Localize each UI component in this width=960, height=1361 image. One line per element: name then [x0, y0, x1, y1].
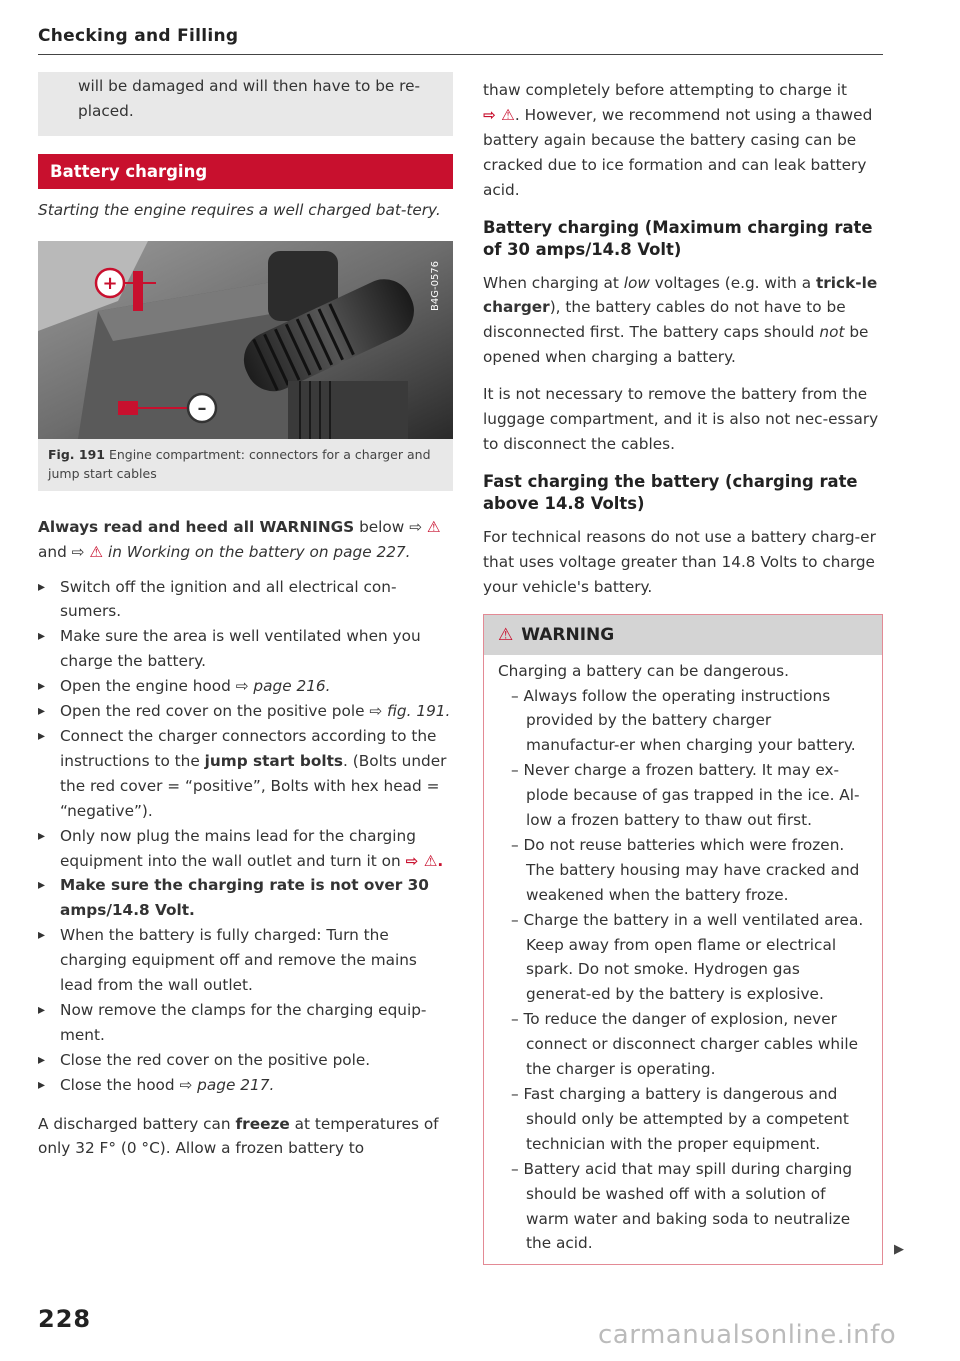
page-ref-227[interactable]: in Working on the battery on page 227.	[107, 542, 411, 561]
page-ref-217[interactable]: ⇨ page 217.	[179, 1075, 275, 1094]
warning-item: – Never charge a frozen battery. It may ex-plode because of gas trapped in the ice. Al-low a frozen battery to thaw out first.	[511, 761, 860, 830]
step-text: Close the red cover on the positive pole.	[60, 1050, 371, 1069]
warning-item: – Battery acid that may spill during charging should be washed off with a solution of warm water and baking soda to neutralize the acid.	[511, 1159, 853, 1253]
step-item	[38, 674, 453, 699]
step-text: Make sure the charging rate is not over 30 amps/14.8 Volt.	[60, 876, 429, 920]
left-column	[38, 72, 453, 1161]
figure-code: B4G-0576	[430, 260, 441, 311]
step-text: Connect the charger connectors according to the instructions to the	[60, 726, 437, 770]
figure-191	[38, 241, 453, 491]
section-title: Battery charging	[38, 154, 453, 189]
fast-charging-paragraph: For technical reasons do not use a battery charg-er that uses voltage greater than 14.8 Volts to charge your vehicle's battery.	[483, 527, 876, 596]
continued-line-2: placed.	[78, 101, 134, 120]
step-item	[38, 624, 453, 674]
step-item	[38, 1073, 453, 1098]
warning-item: – Always follow the operating instructions provided by the battery charger manufactur-er when charging your battery.	[511, 686, 856, 755]
warning-item: – Fast charging a battery is dangerous and should only be attempted by a competent technician with the proper equipment.	[511, 1085, 849, 1153]
figure-caption-text: Engine compartment: connectors for a charger and jump start cables	[48, 446, 431, 481]
jump-start-bolts-term: jump start bolts	[204, 751, 344, 770]
step-item	[38, 824, 453, 874]
engine-compartment-image	[38, 241, 453, 439]
right-column	[483, 78, 883, 1265]
continued-note-box	[38, 72, 453, 136]
freeze-paragraph	[38, 1112, 453, 1162]
warning-list	[498, 684, 868, 1257]
continued-line-1: will be damaged and will then have to be re-	[78, 77, 421, 95]
step-text: Open the red cover on the positive pole	[60, 702, 370, 721]
freeze-text-a: A discharged battery can	[38, 1114, 236, 1133]
warning-ref[interactable]: ⇨ ⚠.	[405, 851, 444, 870]
freeze-text-b: at temperatures of only 32 F° (0 °C). Allow a frozen battery to	[38, 1114, 439, 1158]
step-item	[38, 998, 453, 1048]
fig-ref-191[interactable]: ⇨ fig. 191.	[369, 702, 451, 721]
warning-title: WARNING	[521, 624, 615, 645]
warning-body	[484, 655, 882, 1265]
step-text: When the battery is fully charged: Turn the charging equipment off and remove the mains lead from the wall outlet.	[60, 926, 417, 995]
heading-max-charging: Battery charging (Maximum charging rate of 30 amps/14.8 Volt)	[483, 217, 873, 259]
step-text: Make sure the area is well ventilated when you charge the battery.	[60, 627, 421, 671]
thaw-text-b: . However, we recommend not using a thawed battery again because the battery casing can be cracked due to ice formation and can leak battery acid.	[483, 105, 873, 199]
step-text: Now remove the clamps for the charging equip-ment.	[60, 1000, 427, 1044]
warnings-note-bold: Always read and heed all WARNINGS	[38, 517, 355, 536]
warning-item: – Do not reuse batteries which were frozen. The battery housing may have cracked and weakened when the battery froze.	[511, 835, 860, 904]
continue-arrow-icon: ▶	[894, 1242, 904, 1257]
warning-item: – Charge the battery in a well ventilated area. Keep away from open flame or electrical spark. Do not smoke. Hydrogen gas generat-ed by the battery is explosive.	[511, 910, 864, 1004]
steps-list	[38, 575, 453, 1098]
engine-photo-illustration	[38, 241, 453, 439]
heading-fast-charging: Fast charging the battery (charging rate above 14.8 Volts)	[483, 471, 858, 513]
step-text: Switch off the ignition and all electrical con-sumers.	[60, 577, 397, 621]
step-item	[38, 575, 453, 625]
warning-header	[484, 615, 882, 655]
p1-text-a: When charging at	[483, 273, 624, 292]
no-removal-paragraph: It is not necessary to remove the battery from the luggage compartment, and it is also not nec-essary to disconnect the cables.	[483, 385, 879, 453]
step-text: Close the hood	[60, 1075, 180, 1094]
arrow-ref-1[interactable]: ⇨	[409, 517, 423, 536]
step-text: Only now plug the mains lead for the charging equipment into the wall outlet and turn it on	[60, 826, 416, 870]
header-title: Checking and Filling	[38, 26, 239, 46]
warning-triangle-icon[interactable]: ⚠	[426, 517, 441, 536]
minus-symbol: –	[197, 397, 207, 419]
page-number: 228	[38, 1305, 92, 1333]
trickle-charger-term: trick-le charger	[483, 273, 878, 317]
figure-label: Fig. 191	[48, 446, 105, 462]
and-text: and	[38, 542, 72, 561]
page-ref-216[interactable]: ⇨ page 216.	[235, 677, 331, 696]
warning-intro: Charging a battery can be dangerous.	[498, 661, 789, 680]
step-text: . (Bolts under the red cover = “positive”, Bolts with hex head = “negative”).	[60, 751, 447, 820]
figure-caption	[38, 439, 453, 483]
low-voltage-paragraph	[483, 271, 883, 371]
p1-low: low	[623, 273, 650, 292]
watermark: carmanualsonline.info	[598, 1320, 897, 1350]
p1-text-b: voltages (e.g. with a	[649, 273, 816, 292]
warning-box	[483, 614, 883, 1266]
warnings-note-text: below	[354, 517, 405, 536]
step-item	[38, 724, 453, 824]
warnings-note	[38, 515, 453, 565]
page-header	[38, 22, 883, 55]
warning-item: – To reduce the danger of explosion, never connect or disconnect charger cables while the charger is operating.	[511, 1010, 858, 1079]
warning-triangle-icon: ⚠	[498, 624, 514, 645]
p1-text-c: ), the battery cables do not have to be disconnected first. The battery caps should	[483, 298, 846, 342]
warning-triangle-icon-2[interactable]: ⚠	[89, 542, 104, 561]
step-item-bold	[38, 873, 453, 923]
p1-text-d: be opened when charging a battery.	[483, 323, 869, 367]
continued-thaw-paragraph	[483, 78, 883, 203]
arrow-ref-2[interactable]: ⇨	[71, 542, 85, 561]
plus-symbol: +	[102, 272, 118, 294]
step-item	[38, 1048, 453, 1073]
section-intro: Starting the engine requires a well charged bat-tery.	[38, 200, 441, 219]
thaw-text-a: thaw completely before attempting to charge it	[483, 81, 848, 99]
freeze-term: freeze	[235, 1114, 290, 1133]
p1-not: not	[819, 323, 845, 342]
step-item	[38, 923, 453, 998]
step-item	[38, 699, 453, 724]
warning-ref[interactable]: ⇨ ⚠	[483, 105, 515, 124]
step-text: Open the engine hood	[60, 677, 236, 696]
